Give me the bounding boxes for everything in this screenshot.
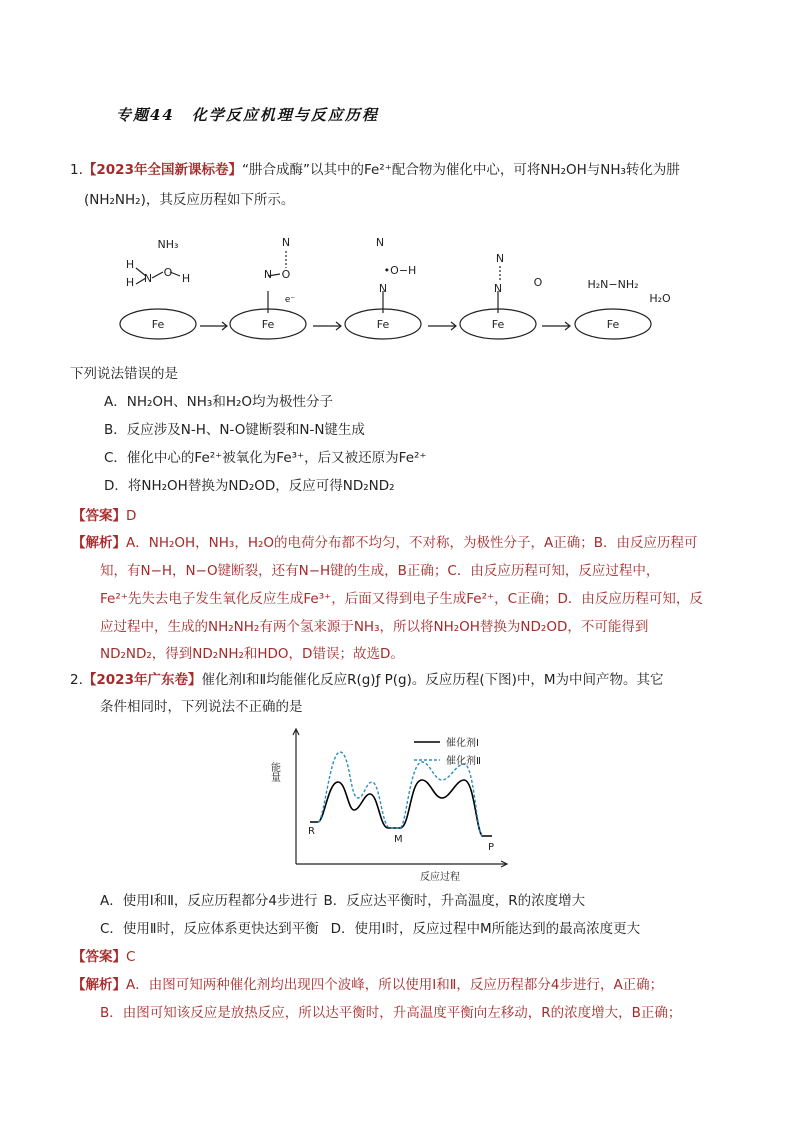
nh3-label: NH₃ [157, 238, 179, 251]
svg-text:N: N [495, 252, 505, 265]
q1-answer: 【答案】D [72, 508, 137, 524]
q2-option-d[interactable]: D．使用Ⅰ时，反应过程中M所能达到的最高浓度更大 [330, 921, 641, 937]
svg-text:Fe: Fe [606, 318, 620, 331]
legend-label-1: 催化剂Ⅰ [446, 738, 479, 749]
q2-number: 2. [70, 672, 83, 688]
q1-analysis-line2: 知，有N−H，N−O键断裂，还有N−H键的生成，B正确；C．由反应历程可知，反应过程中， [100, 563, 660, 579]
legend-label-2: 催化剂Ⅱ [446, 756, 481, 767]
q2-options-row2 [100, 919, 640, 939]
q2-stem-text: 催化剂Ⅰ和Ⅱ均能催化反应R(g)ƒ P(g)。反应历程(下图)中，M为中间产物。其它 [201, 672, 664, 688]
q2-stem-line1 [70, 670, 664, 690]
q1-option-a[interactable]: A．NH₂OH、NH₃和H₂O均为极性分子 [104, 394, 334, 410]
svg-text:H: H [125, 276, 135, 289]
svg-text:N: N [281, 236, 291, 249]
q2-option-c[interactable]: C．使用Ⅱ时，反应体系更快达到平衡 [100, 921, 319, 937]
svg-text:N: N [263, 268, 273, 281]
svg-text:N: N [143, 272, 153, 285]
svg-text:O: O [281, 268, 291, 281]
svg-text:Fe: Fe [376, 318, 390, 331]
q1-stem-text: “肼合成酶”以其中的Fe²⁺配合物为催化中心，可将NH₂OH与NH₃转化为肼 [241, 162, 680, 178]
q1-analysis-line3: Fe²⁺先失去电子发生氧化反应生成Fe³⁺，后面又得到电子生成Fe²⁺，C正确；D．由反应历程可知，反 [100, 591, 703, 607]
q2-answer-value: C [126, 949, 136, 965]
svg-text:Fe: Fe [151, 318, 165, 331]
y-axis-label: 能量 [268, 762, 280, 782]
q1-prompt: 下列说法错误的是 [70, 366, 178, 382]
water-label: H₂O [649, 292, 671, 305]
q1-answer-value: D [126, 508, 137, 524]
page-title: 专题44 化学反应机理与反应历程 [116, 106, 379, 124]
q2-options-row1 [100, 891, 585, 911]
q1-option-c[interactable]: C．催化中心的Fe²⁺被氧化为Fe³⁺，后又被还原为Fe²⁺ [104, 450, 427, 466]
q1-analysis-line5: ND₂ND₂，得到ND₂NH₂和HDO，D错误；故选D。 [100, 646, 404, 662]
label-m: M [394, 834, 403, 845]
q1-analysis-line1: 【解析】A．NH₂OH，NH₃，H₂O的电荷分布都不均匀，不对称，为极性分子，A正确；B．由反应历程可 [72, 535, 698, 551]
q1-option-d[interactable]: D．将NH₂OH替换为ND₂OD，反应可得ND₂ND₂ [104, 478, 395, 494]
q2-analysis-line2: B．由图可知该反应是放热反应，所以达平衡时，升高温度平衡向左移动，R的浓度增大，B正确； [100, 1005, 682, 1021]
q2-answer: 【答案】C [72, 949, 136, 965]
q2-option-a[interactable]: A．使用Ⅰ和Ⅱ，反应历程都分4步进行 [100, 893, 318, 909]
svg-text:N: N [375, 236, 385, 249]
q2-source: 【2023年广东卷】 [82, 672, 202, 688]
reaction-mechanism-diagram [108, 216, 708, 366]
q2-stem-line2: 条件相同时，下列说法不正确的是 [100, 699, 303, 715]
svg-text:Fe: Fe [491, 318, 505, 331]
q2-option-b[interactable]: B．反应达平衡时，升高温度，R的浓度增大 [323, 893, 586, 909]
svg-text:e⁻: e⁻ [284, 295, 296, 305]
energy-profile-chart [270, 722, 520, 882]
q1-stem-line2: (NH₂NH₂)，其反应历程如下所示。 [84, 192, 295, 208]
svg-text:H: H [125, 258, 135, 271]
svg-text:Fe: Fe [261, 318, 275, 331]
label-p: P [488, 842, 495, 853]
svg-text:N: N [493, 282, 503, 295]
svg-text:O: O [533, 276, 543, 289]
svg-text:H: H [181, 272, 191, 285]
q1-number: 1. [70, 162, 83, 178]
hydrazine-label: H₂N−NH₂ [587, 278, 639, 291]
x-axis-label: 反应过程 [420, 872, 460, 883]
q1-source: 【2023年全国新课标卷】 [82, 162, 242, 178]
label-r: R [308, 826, 315, 837]
q1-stem-line1 [70, 160, 680, 180]
q1-analysis-line4: 应过程中，生成的NH₂NH₂有两个氢来源于NH₃，所以将NH₂OH替换为ND₂OD，不可能得到 [100, 619, 649, 635]
svg-text:O: O [163, 266, 173, 279]
svg-text:N: N [378, 282, 388, 295]
q2-analysis-line1: 【解析】A．由图可知两种催化剂均出现四个波峰，所以使用Ⅰ和Ⅱ，反应历程都分4步进行，A正确； [72, 977, 664, 993]
q1-option-b[interactable]: B．反应涉及N-H、N-O键断裂和N-N键生成 [104, 422, 365, 438]
svg-text:•O−H: •O−H [383, 264, 417, 277]
